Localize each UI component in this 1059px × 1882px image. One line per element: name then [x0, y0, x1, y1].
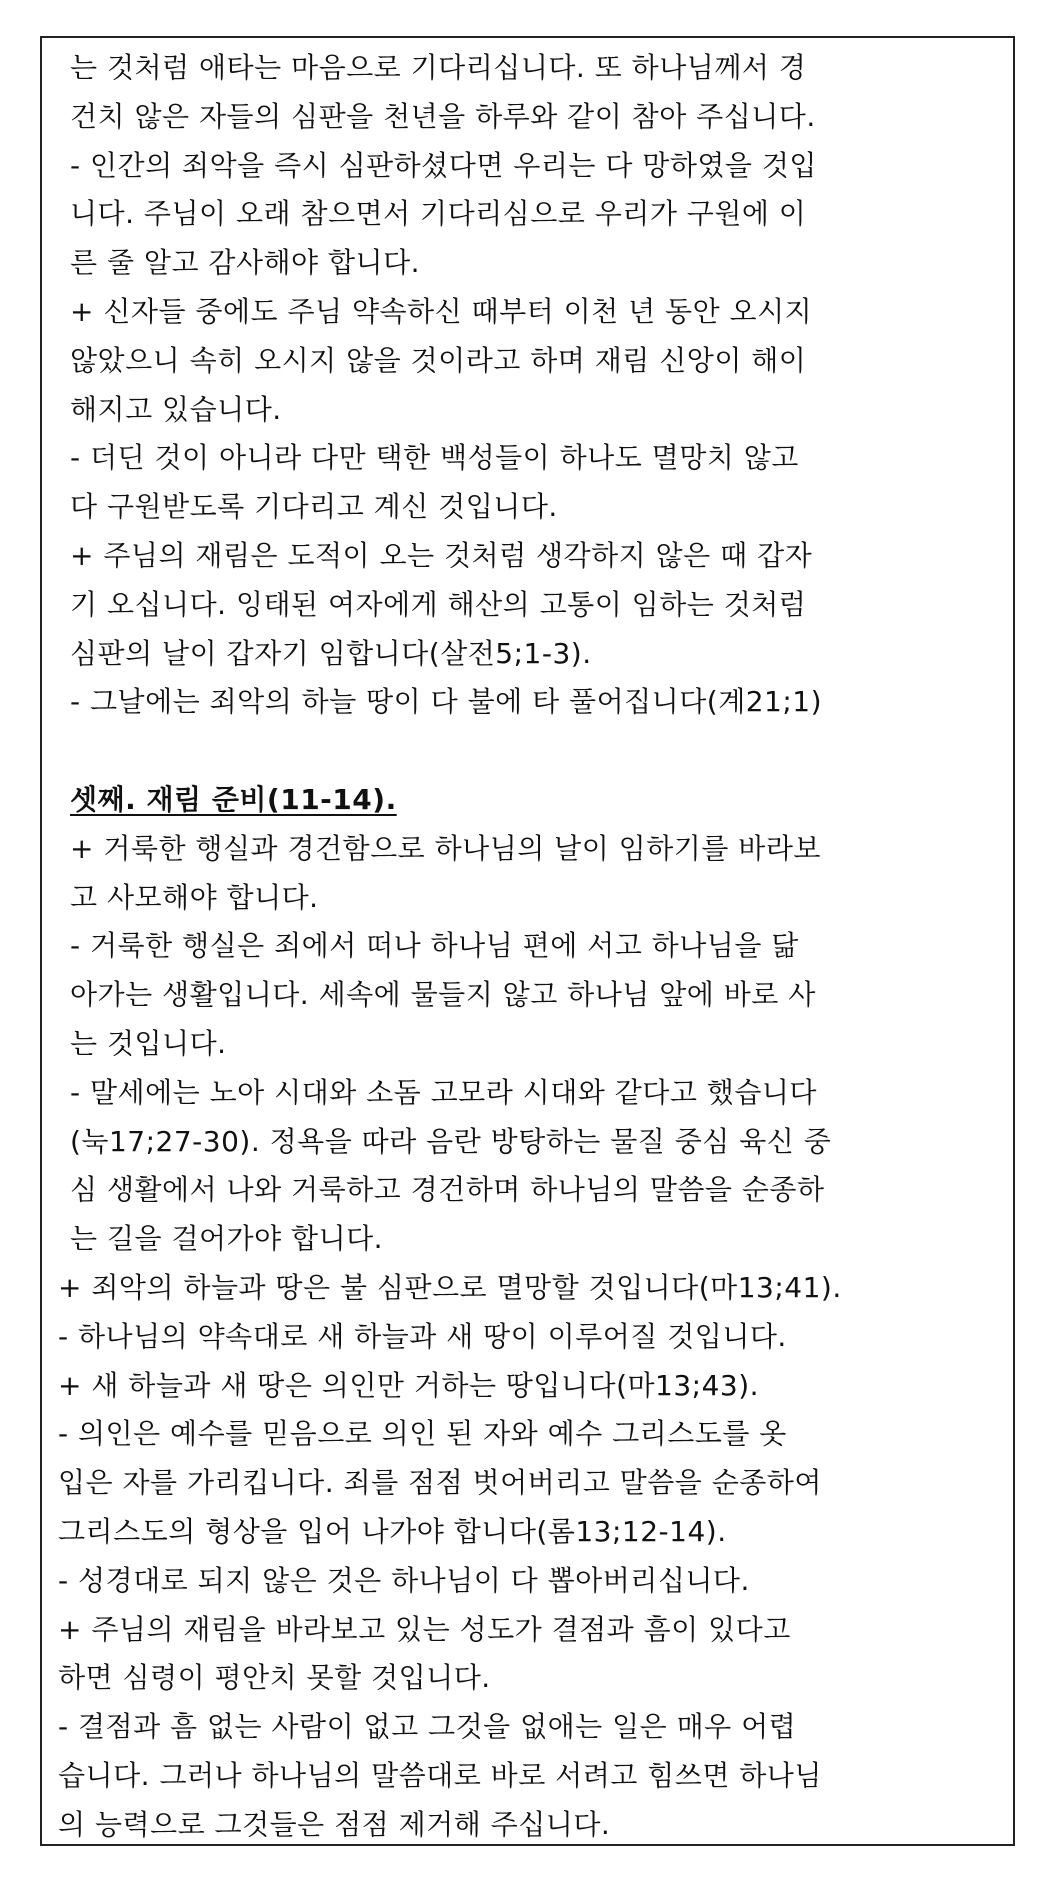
- section-heading: 셋째. 재림 준비(11-14).: [70, 782, 397, 816]
- text-line: + 죄악의 하늘과 땅은 불 심판으로 멸망할 것입니다(마13;41).: [58, 1270, 842, 1304]
- text-line: + 거룩한 행실과 경건함으로 하나님의 날이 임하기를 바라보: [70, 831, 821, 865]
- text-line: - 거룩한 행실은 죄에서 떠나 하나님 편에 서고 하나님을 닮: [70, 929, 799, 963]
- text-line: 입은 자를 가리킵니다. 죄를 점점 벗어버리고 말씀을 순종하여: [58, 1466, 822, 1500]
- text-line: - 의인은 예수를 믿음으로 의인 된 자와 예수 그리스도를 옷: [58, 1417, 787, 1451]
- text-line: + 주님의 재림을 바라보고 있는 성도가 결점과 흠이 있다고: [58, 1612, 791, 1646]
- document-body: [58, 44, 1003, 1849]
- text-line: - 말세에는 노아 시대와 소돔 고모라 시대와 같다고 했습니다: [70, 1075, 817, 1109]
- text-line: 는 것처럼 애타는 마음으로 기다리십니다. 또 하나님께서 경: [70, 51, 807, 84]
- text-line: - 결점과 흠 없는 사람이 없고 그것을 없애는 일은 매우 어렵: [58, 1710, 797, 1744]
- text-line: 른 줄 알고 감사해야 합니다.: [70, 246, 421, 280]
- blank-line: [58, 727, 1003, 776]
- text-line: - 성경대로 되지 않은 것은 하나님이 다 뽑아버리십니다.: [58, 1563, 750, 1597]
- text-line: (눅17;27-30). 정욕을 따라 음란 방탕하는 물질 중심 육신 중: [70, 1124, 832, 1158]
- text-line: 의 능력으로 그것들은 점점 제거해 주십니다.: [58, 1807, 611, 1841]
- text-line: - 인간의 죄악을 즉시 심판하셨다면 우리는 다 망하였을 것입: [70, 148, 817, 182]
- text-line: 건치 않은 자들의 심판을 천년을 하루와 같이 참아 주십니다.: [70, 99, 816, 133]
- text-line: + 신자들 중에도 주님 약속하신 때부터 이천 년 동안 오시지: [70, 294, 813, 328]
- text-line: 아가는 생활입니다. 세속에 물들지 않고 하나님 앞에 바로 사: [70, 978, 816, 1012]
- text-line: - 하나님의 약속대로 새 하늘과 새 땅이 이루어질 것입니다.: [58, 1319, 787, 1353]
- text-line: - 그날에는 죄악의 하늘 땅이 다 불에 타 풀어집니다(계21;1): [70, 685, 823, 719]
- text-line: 는 것입니다.: [70, 1026, 227, 1060]
- text-line: 심판의 날이 갑자기 임합니다(살전5;1-3).: [70, 636, 592, 670]
- text-line: 고 사모해야 합니다.: [70, 880, 319, 914]
- text-line: 해지고 있습니다.: [70, 392, 282, 426]
- text-line: 니다. 주님이 오래 참으면서 기다리심으로 우리가 구원에 이: [70, 197, 807, 231]
- text-line: 습니다. 그러나 하나님의 말씀대로 바로 서려고 힘쓰면 하나님: [58, 1758, 822, 1792]
- text-line: 심 생활에서 나와 거룩하고 경건하며 하나님의 말씀을 순종하: [70, 1173, 825, 1207]
- text-line: 않았으니 속히 오시지 않을 것이라고 하며 재림 신앙이 해이: [70, 343, 807, 377]
- text-line: - 더딘 것이 아니라 다만 택한 백성들이 하나도 멸망치 않고: [70, 441, 799, 475]
- text-line: 는 길을 걸어가야 합니다.: [70, 1222, 384, 1256]
- text-line: + 주님의 재림은 도적이 오는 것처럼 생각하지 않은 때 갑자: [70, 538, 813, 572]
- text-line: 기 오십니다. 잉태된 여자에게 해산의 고통이 임하는 것처럼: [70, 587, 807, 621]
- text-line: 그리스도의 형상을 입어 나가야 합니다(롬13;12-14).: [58, 1514, 727, 1548]
- text-line: 다 구원받도록 기다리고 계신 것입니다.: [70, 490, 558, 524]
- text-line: + 새 하늘과 새 땅은 의인만 거하는 땅입니다(마13;43).: [58, 1368, 760, 1402]
- text-line: 하면 심령이 평안치 못할 것입니다.: [58, 1661, 491, 1695]
